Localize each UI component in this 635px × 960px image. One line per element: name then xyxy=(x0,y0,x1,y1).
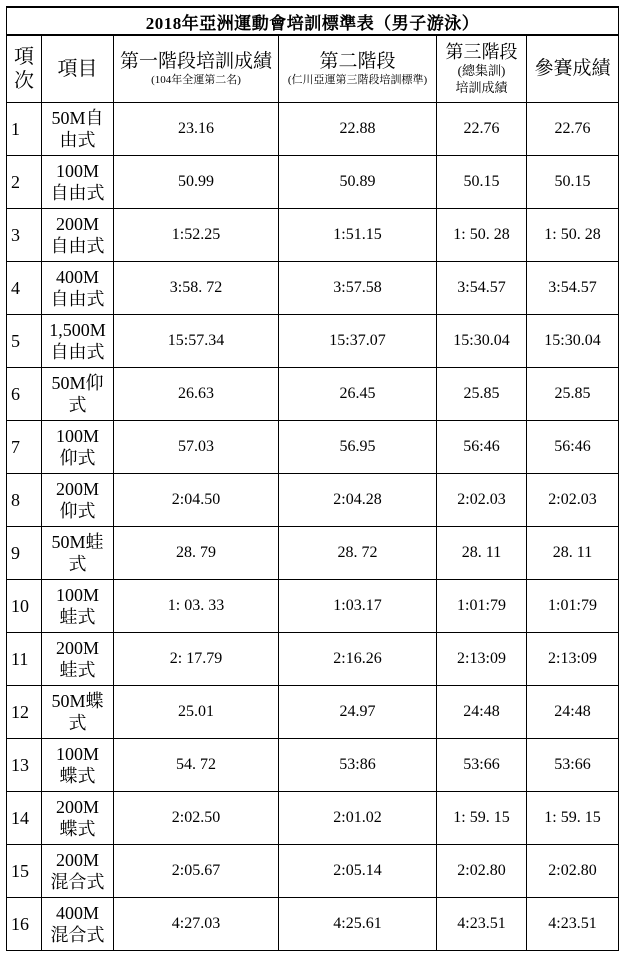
row-stage3-time: 15:30.04 xyxy=(437,315,527,368)
row-stage1-time: 23.16 xyxy=(114,103,279,156)
header-stage3-sub2: 培訓成績 xyxy=(455,80,508,95)
header-stage1 xyxy=(114,35,279,103)
header-stage2 xyxy=(279,35,437,103)
row-event xyxy=(42,633,114,686)
row-index: 16 xyxy=(7,898,42,951)
table-row xyxy=(7,262,619,315)
row-result-time: 2:02.80 xyxy=(527,845,619,898)
row-result-time: 1: 59. 15 xyxy=(527,792,619,845)
row-event xyxy=(42,739,114,792)
standards-sheet xyxy=(6,6,618,951)
row-result-time: 2:13:09 xyxy=(527,633,619,686)
row-stage3-time: 2:02.03 xyxy=(437,474,527,527)
row-result-time: 24:48 xyxy=(527,686,619,739)
standards-table xyxy=(6,6,619,951)
row-event xyxy=(42,845,114,898)
row-event-line1: 200M xyxy=(55,214,99,234)
row-event xyxy=(42,527,114,580)
row-index: 12 xyxy=(7,686,42,739)
row-event-line1: 100M xyxy=(55,426,99,446)
table-row xyxy=(7,633,619,686)
row-event-line2: 由式 xyxy=(59,130,96,150)
row-event xyxy=(42,315,114,368)
row-stage2-time: 2:05.14 xyxy=(279,845,437,898)
table-row xyxy=(7,580,619,633)
row-event xyxy=(42,262,114,315)
table-row xyxy=(7,421,619,474)
row-stage1-time: 15:57.34 xyxy=(114,315,279,368)
row-stage2-time: 2:01.02 xyxy=(279,792,437,845)
row-stage3-time: 2:13:09 xyxy=(437,633,527,686)
row-event-line1: 200M xyxy=(55,638,99,658)
row-result-time: 56:46 xyxy=(527,421,619,474)
row-stage2-time: 1:03.17 xyxy=(279,580,437,633)
row-stage3-time: 25.85 xyxy=(437,368,527,421)
header-result: 參賽成績 xyxy=(527,35,619,103)
row-result-time: 15:30.04 xyxy=(527,315,619,368)
row-stage1-time: 54. 72 xyxy=(114,739,279,792)
row-index: 13 xyxy=(7,739,42,792)
table-row xyxy=(7,315,619,368)
row-index: 4 xyxy=(7,262,42,315)
row-event xyxy=(42,792,114,845)
row-result-time: 28. 11 xyxy=(527,527,619,580)
row-event-line2: 仰式 xyxy=(59,501,96,521)
table-row xyxy=(7,368,619,421)
row-event-line2: 蛙式 xyxy=(59,607,96,627)
row-stage2-time: 22.88 xyxy=(279,103,437,156)
row-stage3-time: 50.15 xyxy=(437,156,527,209)
row-event xyxy=(42,898,114,951)
row-index: 11 xyxy=(7,633,42,686)
row-stage3-time: 3:54.57 xyxy=(437,262,527,315)
row-event xyxy=(42,421,114,474)
row-stage2-time: 2:04.28 xyxy=(279,474,437,527)
row-stage3-time: 22.76 xyxy=(437,103,527,156)
table-row xyxy=(7,474,619,527)
row-stage2-time: 56.95 xyxy=(279,421,437,474)
header-stage2-sub: (仁川亞運第三階段培訓標準) xyxy=(287,74,428,86)
header-item: 項目 xyxy=(42,35,114,103)
row-event-line2: 自由式 xyxy=(50,236,105,256)
row-event-line2: 式 xyxy=(68,395,87,415)
row-event-line1: 50M蛙 xyxy=(51,532,104,552)
row-result-time: 22.76 xyxy=(527,103,619,156)
table-row xyxy=(7,792,619,845)
row-index: 2 xyxy=(7,156,42,209)
row-event-line2: 式 xyxy=(68,554,87,574)
row-stage2-time: 1:51.15 xyxy=(279,209,437,262)
header-row xyxy=(7,35,619,103)
row-result-time: 4:23.51 xyxy=(527,898,619,951)
row-stage2-time: 2:16.26 xyxy=(279,633,437,686)
row-index: 3 xyxy=(7,209,42,262)
table-row xyxy=(7,898,619,951)
row-stage2-time: 26.45 xyxy=(279,368,437,421)
row-event-line2: 混合式 xyxy=(50,925,105,945)
row-stage1-time: 2:04.50 xyxy=(114,474,279,527)
row-stage3-time: 1: 50. 28 xyxy=(437,209,527,262)
row-event-line1: 100M xyxy=(55,161,99,181)
header-stage2-main: 第二階段 xyxy=(319,51,396,72)
row-event-line2: 蝶式 xyxy=(59,819,96,839)
row-stage3-time: 2:02.80 xyxy=(437,845,527,898)
row-stage3-time: 4:23.51 xyxy=(437,898,527,951)
row-index: 14 xyxy=(7,792,42,845)
row-event xyxy=(42,368,114,421)
row-event-line1: 100M xyxy=(55,585,99,605)
table-row xyxy=(7,156,619,209)
row-event-line2: 式 xyxy=(68,713,87,733)
row-event-line1: 200M xyxy=(55,797,99,817)
row-stage1-time: 57.03 xyxy=(114,421,279,474)
row-stage1-time: 3:58. 72 xyxy=(114,262,279,315)
row-result-time: 50.15 xyxy=(527,156,619,209)
row-stage2-time: 15:37.07 xyxy=(279,315,437,368)
row-index: 5 xyxy=(7,315,42,368)
row-stage1-time: 2: 17.79 xyxy=(114,633,279,686)
row-index: 7 xyxy=(7,421,42,474)
row-result-time: 1:01:79 xyxy=(527,580,619,633)
header-stage1-sub: (104年全運第二名) xyxy=(151,74,241,86)
row-stage1-time: 28. 79 xyxy=(114,527,279,580)
row-event-line1: 200M xyxy=(55,850,99,870)
row-event-line2: 仰式 xyxy=(59,448,96,468)
row-event-line2: 自由式 xyxy=(50,342,105,362)
row-result-time: 53:66 xyxy=(527,739,619,792)
row-event-line1: 50M自 xyxy=(51,108,104,128)
row-stage2-time: 50.89 xyxy=(279,156,437,209)
row-event-line1: 50M仰 xyxy=(51,373,104,393)
header-index-line2: 次 xyxy=(14,70,34,92)
row-event-line1: 400M xyxy=(55,267,99,287)
table-row xyxy=(7,527,619,580)
header-index xyxy=(7,35,42,103)
table-row xyxy=(7,209,619,262)
row-event-line1: 200M xyxy=(55,479,99,499)
row-event-line1: 100M xyxy=(55,744,99,764)
row-stage1-time: 25.01 xyxy=(114,686,279,739)
row-event-line2: 自由式 xyxy=(50,183,105,203)
table-row xyxy=(7,739,619,792)
header-stage3 xyxy=(437,35,527,103)
row-event-line1: 1,500M xyxy=(49,320,106,340)
row-event xyxy=(42,103,114,156)
row-result-time: 1: 50. 28 xyxy=(527,209,619,262)
row-stage1-time: 1: 03. 33 xyxy=(114,580,279,633)
row-index: 9 xyxy=(7,527,42,580)
table-row xyxy=(7,845,619,898)
row-stage1-time: 50.99 xyxy=(114,156,279,209)
row-result-time: 25.85 xyxy=(527,368,619,421)
row-stage2-time: 28. 72 xyxy=(279,527,437,580)
row-index: 1 xyxy=(7,103,42,156)
table-row xyxy=(7,686,619,739)
row-event xyxy=(42,474,114,527)
row-event xyxy=(42,209,114,262)
row-stage3-time: 1: 59. 15 xyxy=(437,792,527,845)
row-stage1-time: 4:27.03 xyxy=(114,898,279,951)
row-index: 15 xyxy=(7,845,42,898)
row-event-line2: 蝶式 xyxy=(59,766,96,786)
row-event xyxy=(42,686,114,739)
row-result-time: 3:54.57 xyxy=(527,262,619,315)
row-event xyxy=(42,156,114,209)
row-stage2-time: 24.97 xyxy=(279,686,437,739)
row-event-line2: 混合式 xyxy=(50,872,105,892)
header-stage3-sub1: (總集訓) xyxy=(457,63,506,78)
row-index: 8 xyxy=(7,474,42,527)
header-index-line1: 項 xyxy=(14,46,34,68)
row-stage3-time: 56:46 xyxy=(437,421,527,474)
row-index: 6 xyxy=(7,368,42,421)
row-event xyxy=(42,580,114,633)
row-stage3-time: 53:66 xyxy=(437,739,527,792)
row-stage3-time: 24:48 xyxy=(437,686,527,739)
row-index: 10 xyxy=(7,580,42,633)
row-stage2-time: 4:25.61 xyxy=(279,898,437,951)
row-event-line2: 自由式 xyxy=(50,289,105,309)
row-stage1-time: 2:02.50 xyxy=(114,792,279,845)
table-row xyxy=(7,103,619,156)
table-title: 2018年亞洲運動會培訓標準表（男子游泳） xyxy=(7,7,619,35)
header-stage1-main: 第一階段培訓成績 xyxy=(119,51,272,72)
row-event-line2: 蛙式 xyxy=(59,660,96,680)
row-stage3-time: 1:01:79 xyxy=(437,580,527,633)
row-stage1-time: 1:52.25 xyxy=(114,209,279,262)
row-stage3-time: 28. 11 xyxy=(437,527,527,580)
row-stage1-time: 2:05.67 xyxy=(114,845,279,898)
row-result-time: 2:02.03 xyxy=(527,474,619,527)
row-stage2-time: 3:57.58 xyxy=(279,262,437,315)
row-event-line1: 50M蝶 xyxy=(51,691,104,711)
header-stage3-main: 第三階段 xyxy=(445,42,518,62)
row-stage1-time: 26.63 xyxy=(114,368,279,421)
row-event-line1: 400M xyxy=(55,903,99,923)
row-stage2-time: 53:86 xyxy=(279,739,437,792)
